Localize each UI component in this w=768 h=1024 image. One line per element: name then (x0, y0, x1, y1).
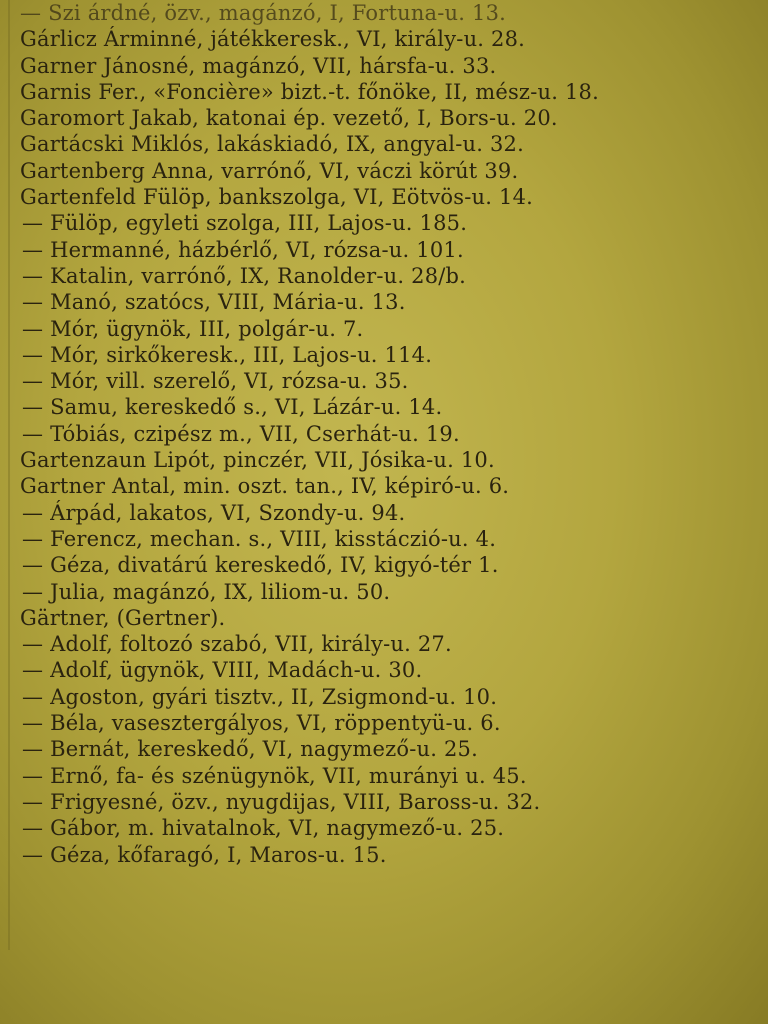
directory-entry: — Bernát, kereskedő, VI, nagymező-u. 25. (22, 737, 478, 762)
directory-entry: — Katalin, varrónő, IX, Ranolder-u. 28/b. (22, 263, 467, 288)
directory-entry: Gartácski Miklós, lakáskiadó, IX, angyal-u. 32. (20, 132, 524, 157)
directory-entry: Gárlicz Árminné, játékkeresk., VI, király-u. 28. (20, 27, 526, 52)
directory-entry: Garomort Jakab, katonai ép. vezető, I, Bors-u. 20. (20, 106, 558, 131)
directory-entry: — Tóbiás, czipész m., VII, Cserhát-u. 19. (22, 421, 460, 446)
directory-entry: Garner Jánosné, magánzó, VII, hársfa-u. 33. (20, 53, 497, 78)
directory-entry: — Mór, sirkőkeresk., III, Lajos-u. 114. (22, 342, 433, 367)
directory-entry: — Béla, vasesztergályos, VI, röppentyü-u. 6. (22, 711, 501, 736)
directory-entry: Garnis Fer., «Foncière» bizt.-t. főnöke, II, mész-u. 18. (20, 79, 599, 104)
directory-entry: Gartenberg Anna, varrónő, VI, váczi körút 39. (20, 158, 519, 183)
page-gutter-line (8, 0, 10, 950)
directory-entry: — Gábor, m. hivatalnok, VI, nagymező-u. 25. (22, 816, 505, 841)
directory-entry: Gartenzaun Lipót, pinczér, VII, Jósika-u. 10. (20, 448, 495, 473)
directory-entry: Gärtner, (Gertner). (20, 605, 226, 630)
directory-entry: — Samu, kereskedő s., VI, Lázár-u. 14. (22, 395, 443, 420)
directory-entry: — Árpád, lakatos, VI, Szondy-u. 94. (22, 500, 406, 525)
directory-entry: — Julia, magánzó, IX, liliom-u. 50. (22, 579, 391, 604)
directory-entry: — Adolf, foltozó szabó, VII, király-u. 27. (22, 632, 452, 657)
directory-entry: — Fülöp, egyleti szolga, III, Lajos-u. 185. (22, 211, 468, 236)
directory-entry: — Frigyesné, özv., nyugdijas, VIII, Baross-u. 32. (22, 789, 541, 814)
directory-entry: — Szi árdné, özv., magánzó, I, Fortuna-u. 13. (20, 1, 507, 25)
directory-entry: — Ernő, fa- és szénügynök, VII, murányi u. 45. (22, 763, 527, 788)
directory-entry: — Mór, vill. szerelő, VI, rózsa-u. 35. (22, 369, 409, 394)
directory-entry: — Hermanné, házbérlő, VI, rózsa-u. 101. (22, 237, 464, 262)
page-bottom-margin (0, 955, 768, 1024)
directory-entry: — Agoston, gyári tisztv., II, Zsigmond-u. 10. (22, 684, 498, 709)
address-directory (20, 0, 750, 868)
directory-entry: — Géza, kőfaragó, I, Maros-u. 15. (22, 842, 387, 867)
directory-entry: Gartenfeld Fülöp, bankszolga, VI, Eötvös-u. 14. (20, 185, 534, 210)
directory-entry: — Manó, szatócs, VIII, Mária-u. 13. (22, 290, 406, 315)
directory-entry: — Géza, divatárú kereskedő, IV, kigyó-tér 1. (22, 553, 499, 578)
directory-entry: — Ferencz, mechan. s., VIII, kisstáczió-u. 4. (22, 526, 497, 551)
directory-entry: Gartner Antal, min. oszt. tan., IV, képiró-u. 6. (20, 474, 510, 499)
directory-entry: — Mór, ügynök, III, polgár-u. 7. (22, 316, 364, 341)
directory-entry: — Adolf, ügynök, VIII, Madách-u. 30. (22, 658, 423, 683)
